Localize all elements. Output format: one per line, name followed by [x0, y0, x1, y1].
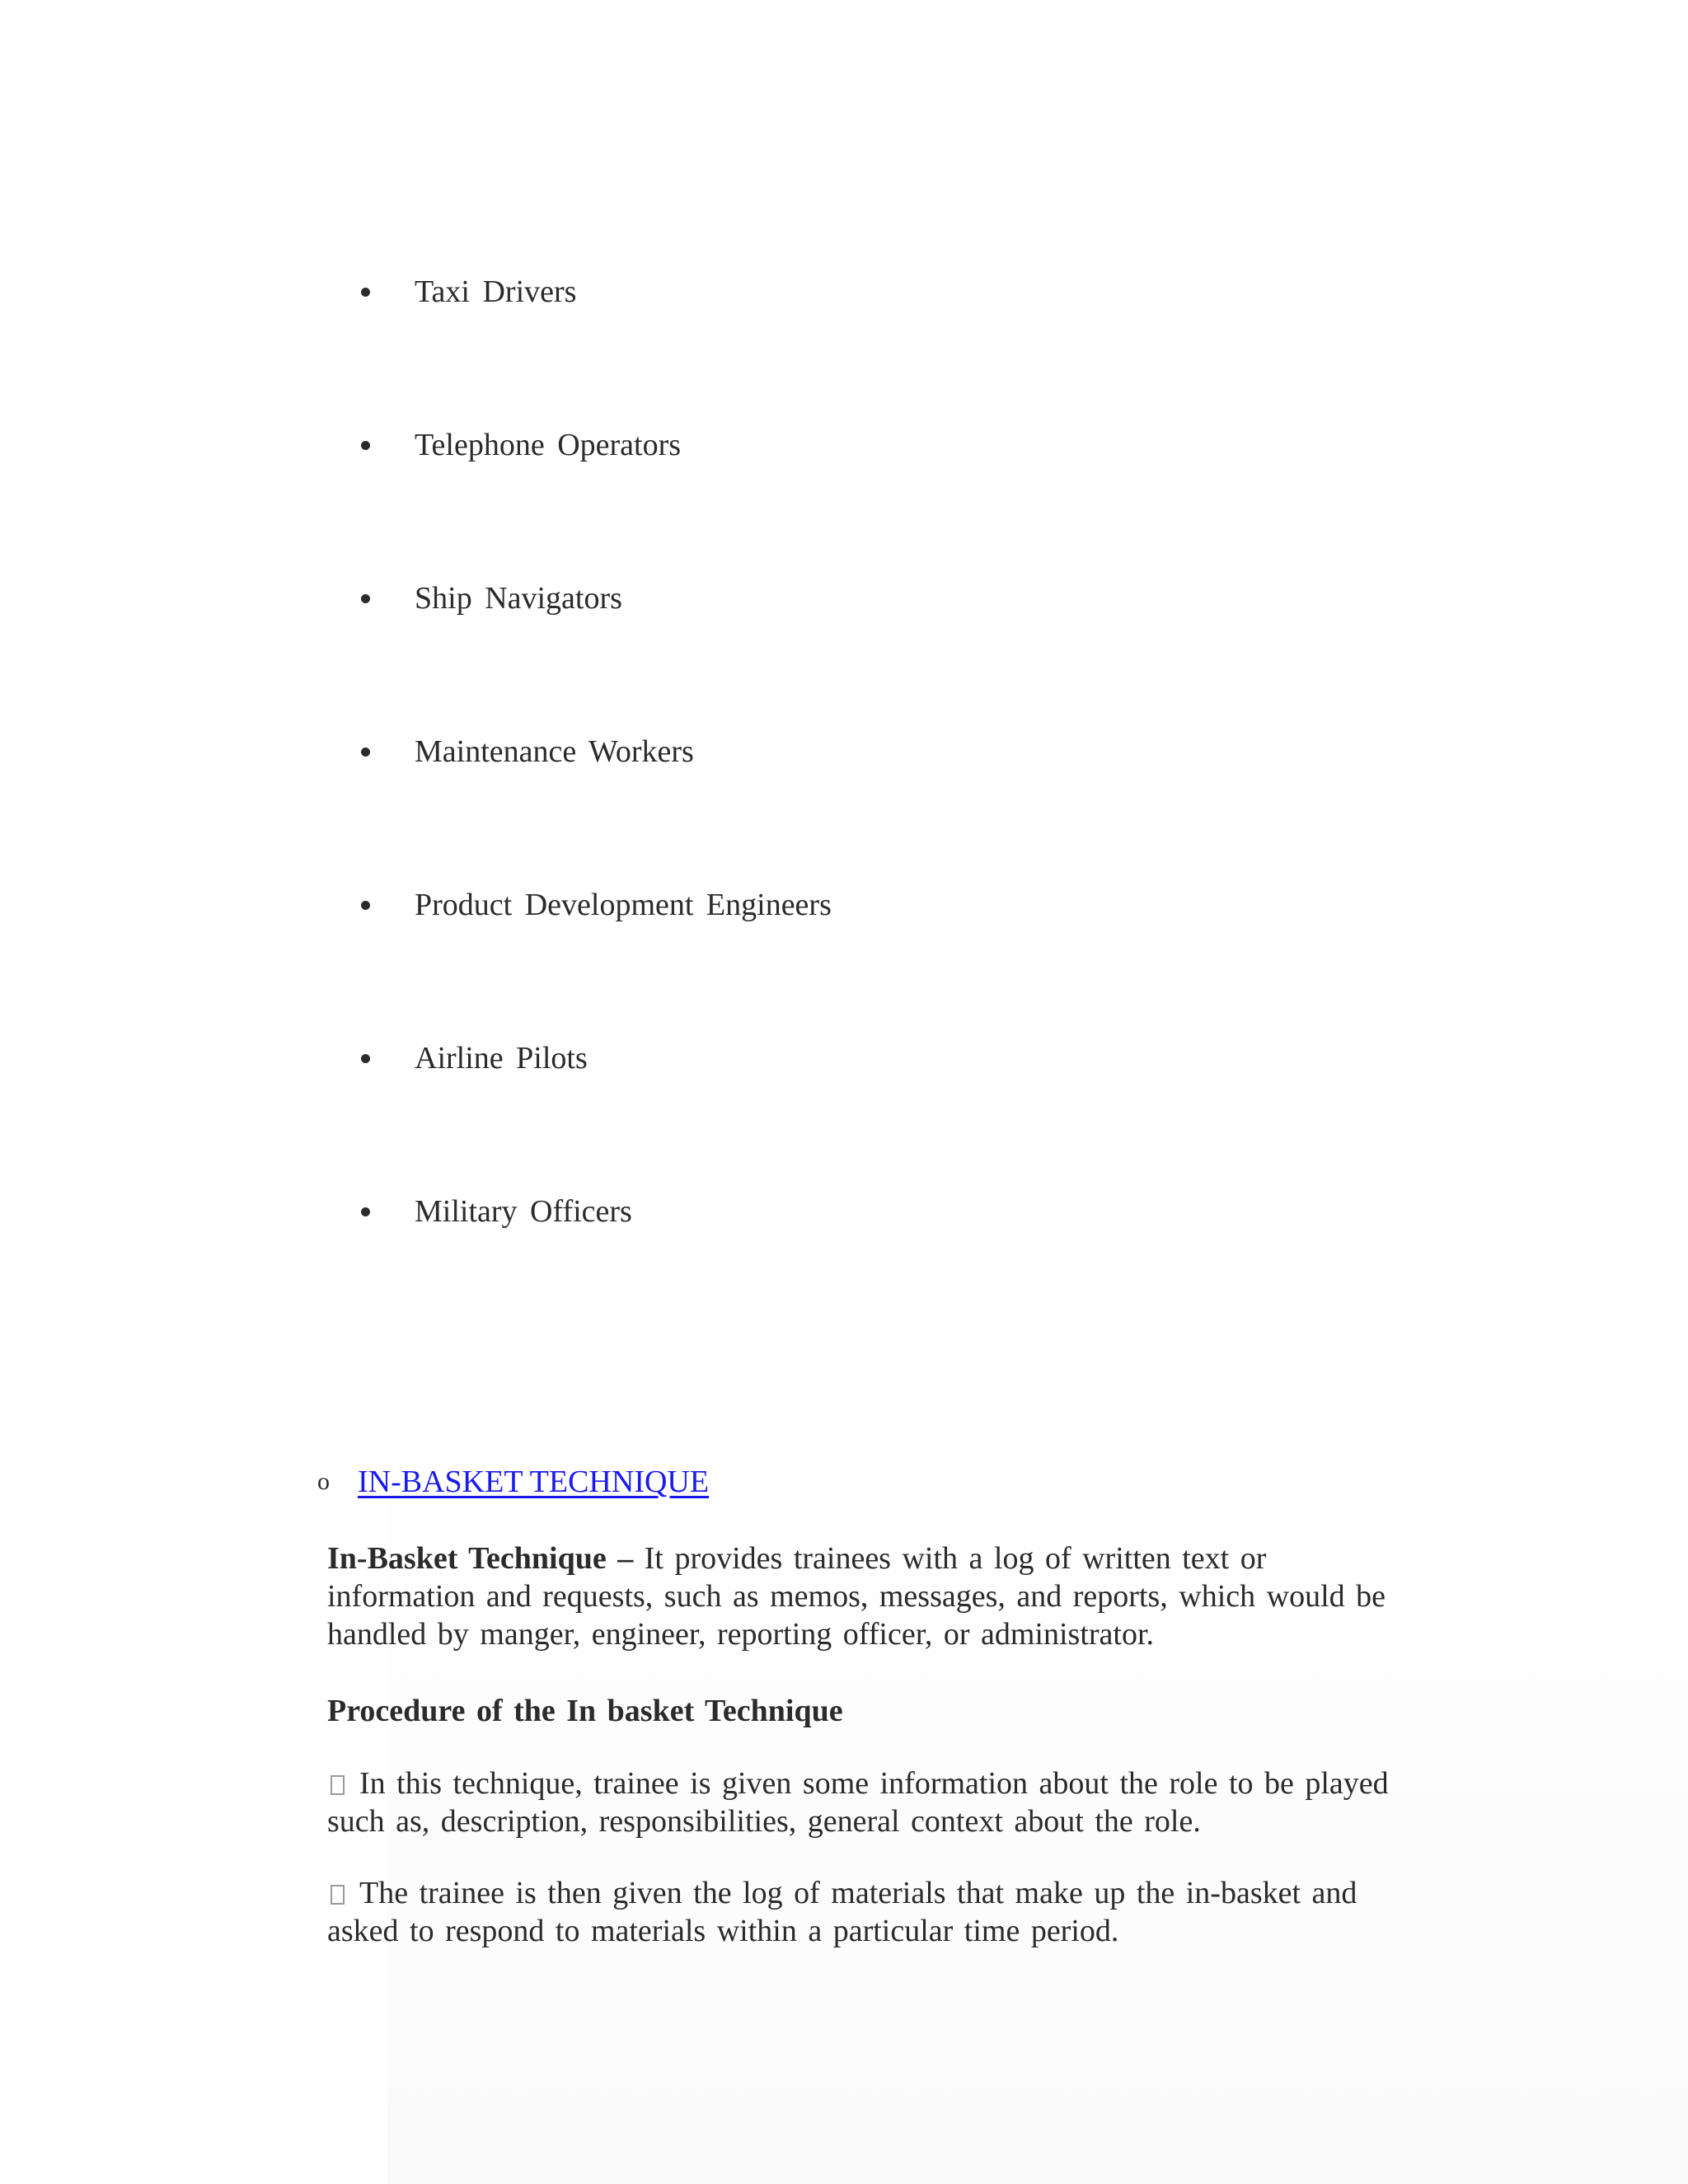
list-item-label: Product Development Engineers [415, 888, 832, 922]
bullet-icon [361, 441, 370, 450]
missing-glyph-icon [331, 1885, 345, 1905]
bullet-icon [361, 288, 370, 297]
list-item [354, 1038, 588, 1079]
list-item [354, 271, 576, 312]
list-item [354, 884, 832, 926]
list-item [354, 424, 681, 466]
bullet-icon [361, 901, 370, 910]
list-item-label: Ship Navigators [415, 581, 622, 616]
procedure-step [327, 1874, 1399, 1950]
definition-paragraph [327, 1540, 1399, 1653]
bullet-icon [361, 594, 370, 603]
list-item [354, 731, 694, 772]
list-item-label: Taxi Drivers [415, 274, 577, 309]
bullet-icon [361, 1054, 370, 1063]
missing-glyph-icon [331, 1775, 345, 1795]
procedure-heading: Procedure of the In basket Technique [327, 1694, 843, 1728]
bullet-icon [361, 748, 370, 757]
procedure-step-text: In this technique, trainee is given some information about the role to be played such as, description, responsibilities, general context about the role. [327, 1766, 1389, 1839]
list-item-label: Maintenance Workers [415, 734, 694, 769]
list-item [354, 578, 622, 619]
circle-bullet-icon: o [317, 1468, 330, 1495]
list-item-label: Airline Pilots [415, 1041, 588, 1076]
list-item-label: Telephone Operators [415, 428, 682, 462]
definition-dash: – [606, 1541, 645, 1576]
definition-term: In-Basket Technique [327, 1541, 607, 1576]
section-heading [317, 1459, 709, 1505]
bullet-icon [361, 1207, 370, 1216]
procedure-step [327, 1765, 1399, 1840]
procedure-step-text: The trainee is then given the log of materials that make up the in-basket and asked to respond to materials within a particular time period. [327, 1876, 1357, 1948]
list-item-label: Military Officers [415, 1194, 632, 1229]
list-item [354, 1191, 632, 1232]
in-basket-technique-link[interactable]: IN-BASKET TECHNIQUE [358, 1465, 710, 1499]
definition-text: It provides trainees with a log of written text or information and requests, such as memos, messages, and reports, which would be handled by manger, engineer, reporting officer, or administrator. [327, 1541, 1386, 1652]
